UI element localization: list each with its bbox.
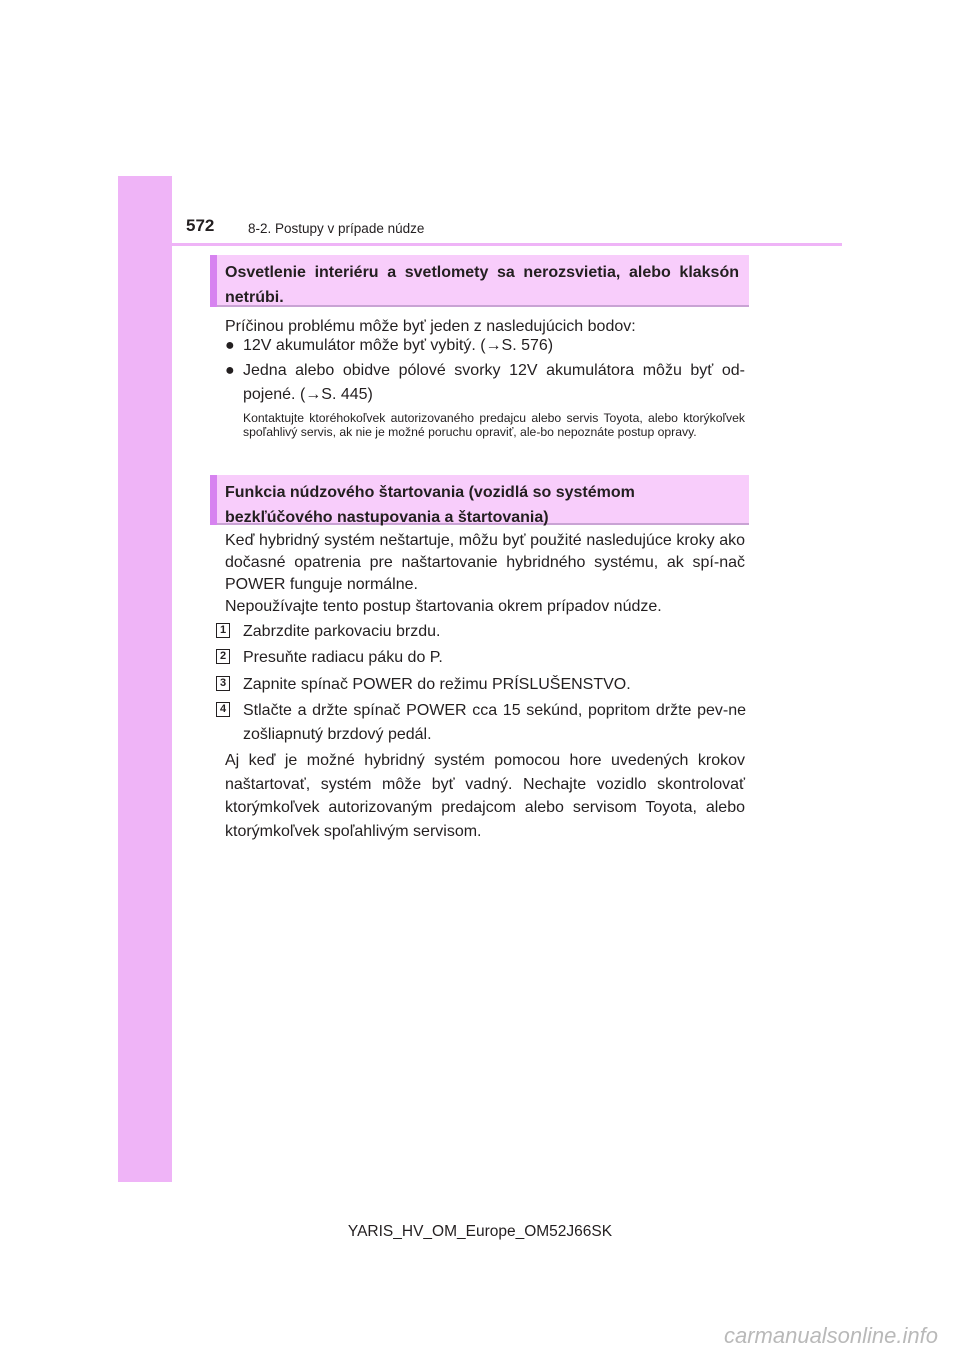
- watermark: carmanualsonline.info: [723, 1323, 938, 1348]
- step-number-badge: 3: [216, 676, 230, 691]
- section-title: 8-2. Postupy v prípade núdze: [248, 221, 425, 236]
- emergency-intro: Keď hybridný systém neštartuje, môžu byť použité nasledujúce kroky ako dočasné opatrenia pre naštartovanie hybridného systému, ak spí-nač POWER funguje normálne.: [225, 532, 745, 593]
- step-4: [216, 699, 746, 746]
- step-number-badge: 1: [216, 623, 230, 638]
- heading-line: bezkľúčového nastupovania a štartovania): [225, 509, 549, 526]
- step-text: Stlačte a držte spínač POWER cca 15 sekúnd, popritom držte pev-ne zošliapnutý brzdový pedál.: [243, 702, 746, 743]
- bullet-text: 12V akumulátor môže byť vybitý. (→S. 576): [243, 337, 554, 354]
- step-2: [216, 646, 746, 670]
- step-number-badge: 2: [216, 649, 230, 664]
- closing-paragraph: Aj keď je možné hybridný systém pomocou hore uvedených krokov naštartovať, systém môže byť vadný. Nechajte vozidlo skontrolovať ktorýmkoľvek autorizovaným predajcom alebo servisom Toyota, alebo ktorýmkoľvek spoľahlivým servisom.: [225, 752, 745, 840]
- chapter-tab-strip: [118, 176, 172, 1182]
- step-1: [216, 620, 746, 644]
- step-3: [216, 673, 746, 697]
- contact-note: Kontaktujte ktoréhokoľvek autorizovaného predajcu alebo servis Toyota, alebo ktorýkoľvek spoľahlivý servis, ak nie je možné poruchu opraviť, ale-bo nepoznáte postup opravy.: [243, 411, 745, 439]
- heading-line: Funkcia núdzového štartovania (vozidlá so systémom: [225, 484, 635, 501]
- heading-no-lights-horn: Osvetlenie interiéru a svetlomety sa nerozsvietia, alebo klaksón netrúbi.: [210, 255, 749, 307]
- step-text: Presuňte radiacu páku do P.: [243, 649, 443, 666]
- page-number: 572: [186, 216, 215, 235]
- bullet-item-terminals: [225, 359, 745, 406]
- step-text: Zabrzdite parkovaciu brzdu.: [243, 623, 441, 640]
- bullet-icon: ●: [225, 337, 235, 354]
- emergency-warning: Nepoužívajte tento postup štartovania okrem prípadov núdze.: [225, 598, 662, 615]
- bullet-text: Jedna alebo obidve pólové svorky 12V akumulátora môžu byť od-pojené. (→S. 445): [243, 362, 745, 403]
- footer-doc-id: YARIS_HV_OM_Europe_OM52J66SK: [347, 1223, 613, 1240]
- header-rule: [118, 243, 842, 246]
- cause-intro: Príčinou problému môže byť jeden z nasledujúcich bodov:: [225, 318, 636, 335]
- bullet-item-battery: [225, 334, 745, 358]
- bullet-icon: ●: [225, 362, 235, 379]
- step-number-badge: 4: [216, 702, 230, 717]
- step-text: Zapnite spínač POWER do režimu PRÍSLUŠENSTVO.: [243, 676, 631, 693]
- heading-emergency-start: [210, 475, 749, 525]
